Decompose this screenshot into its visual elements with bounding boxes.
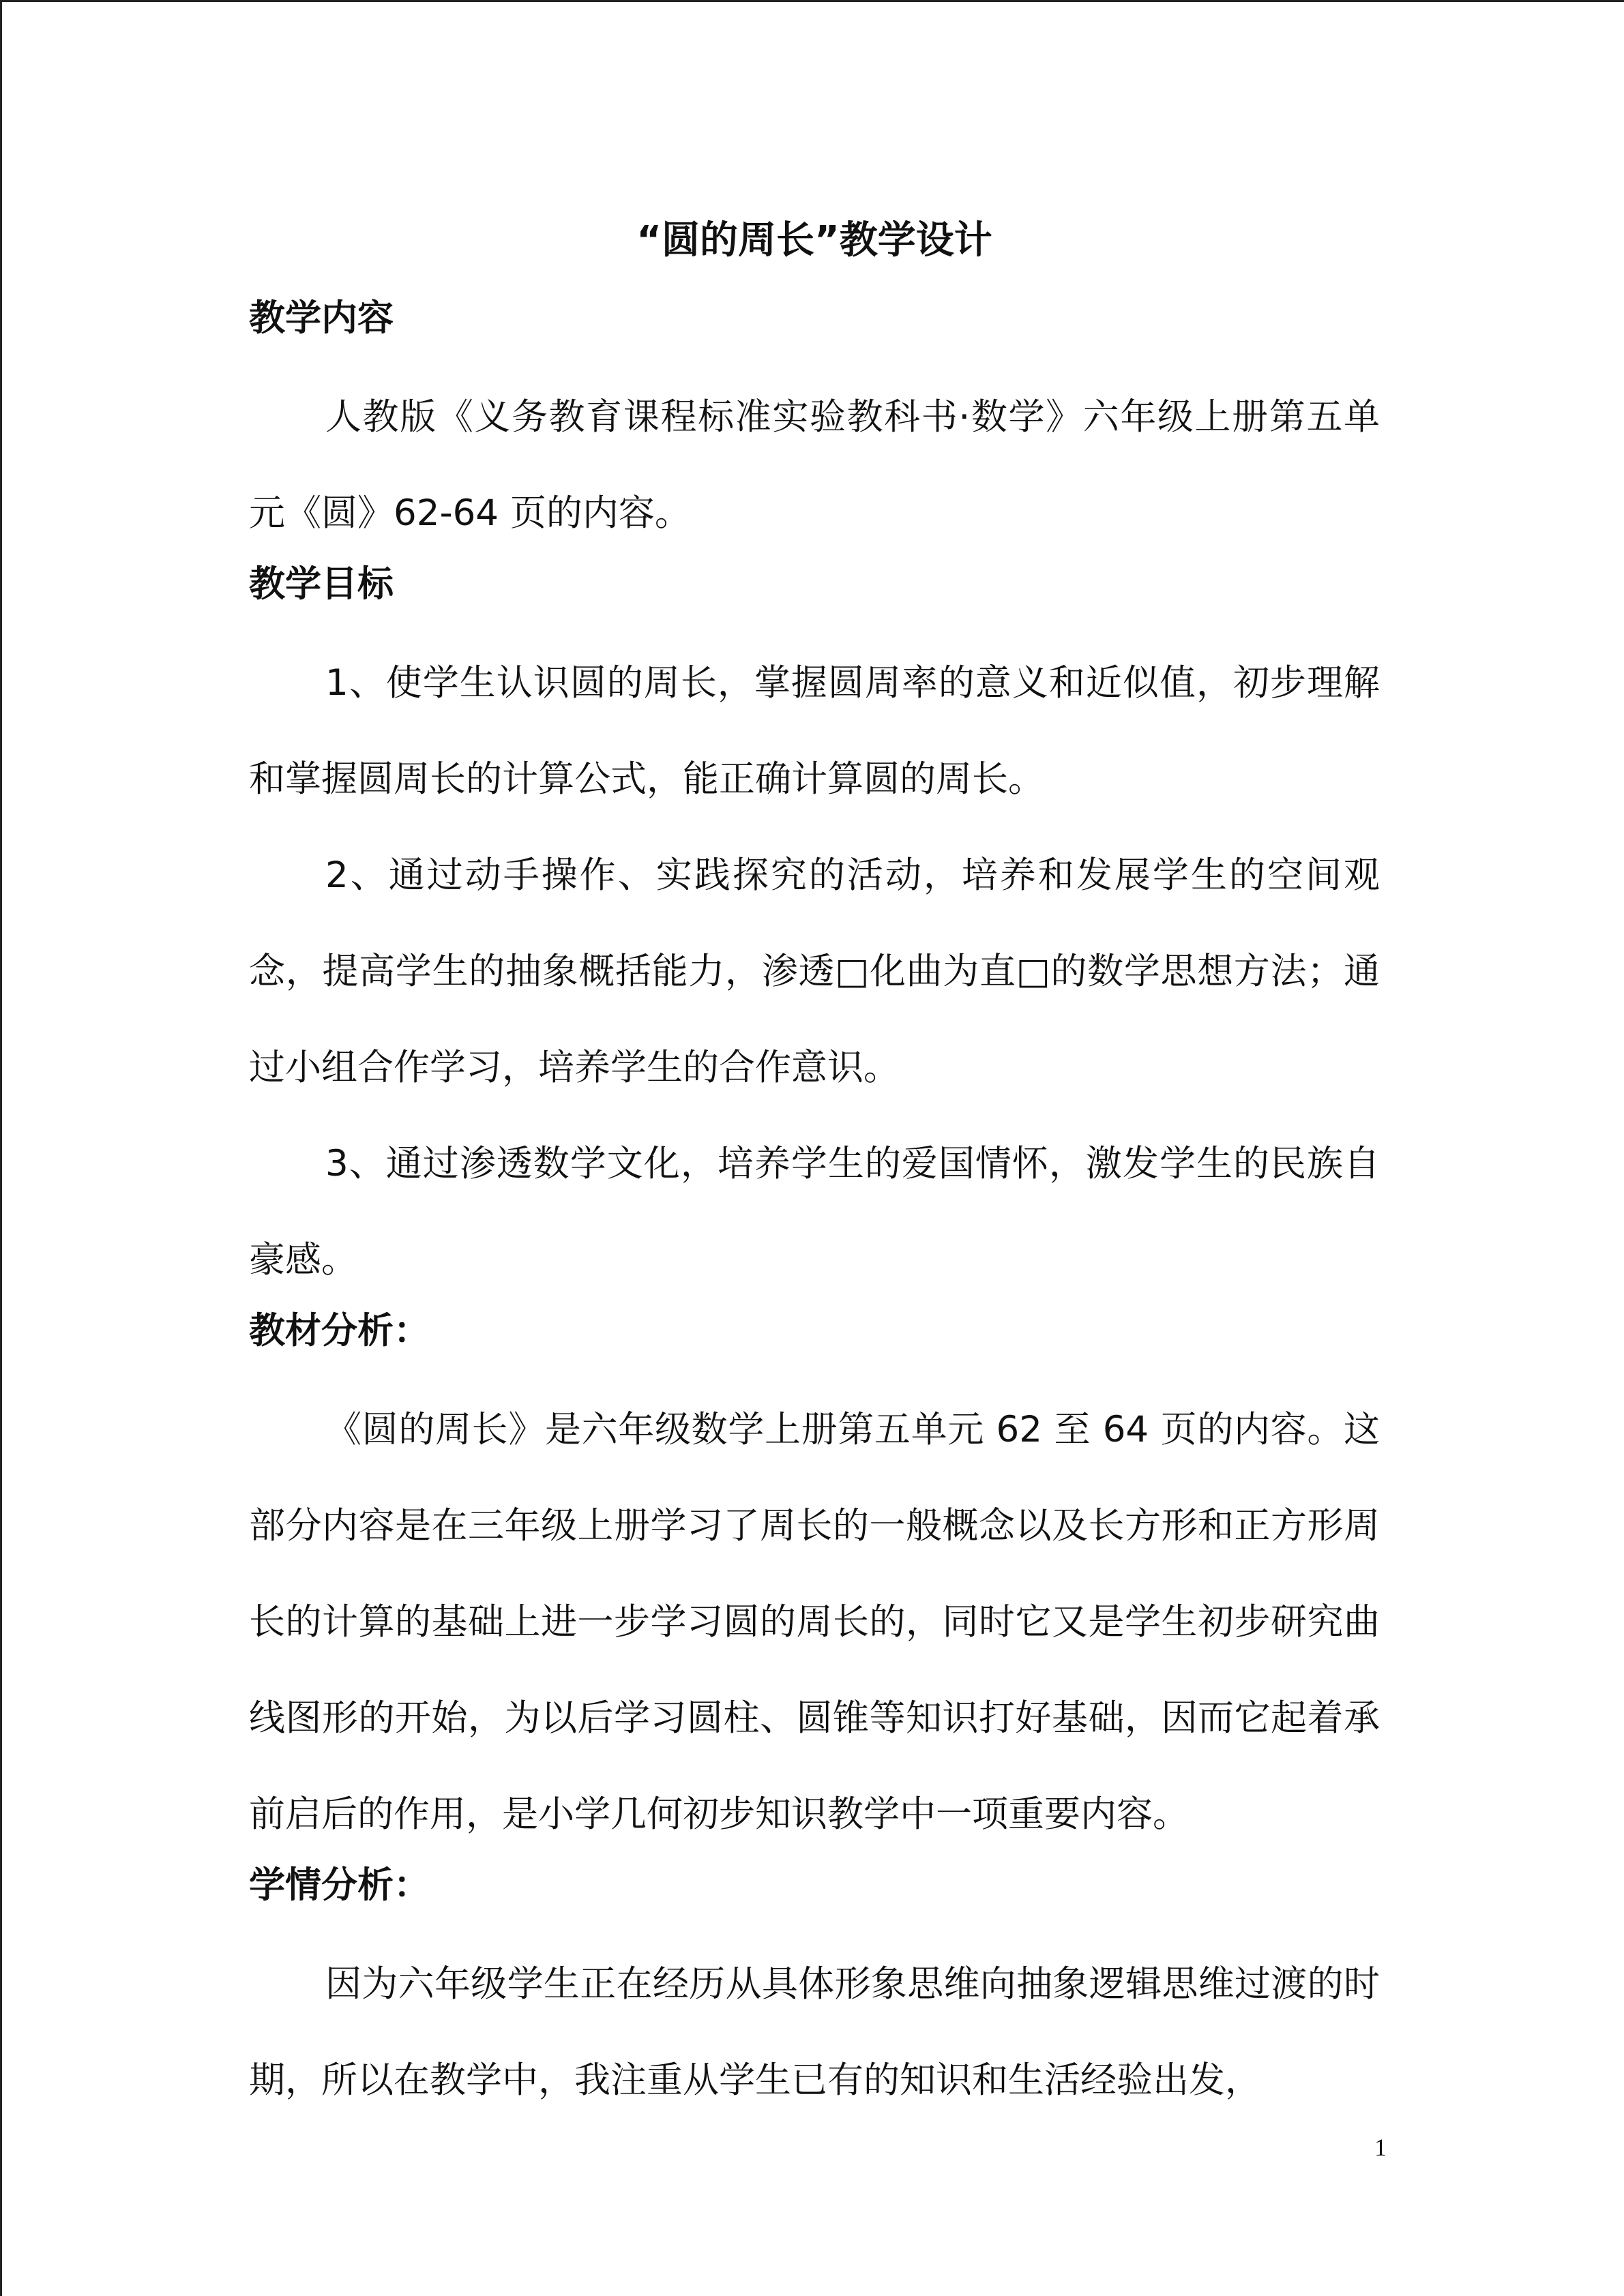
section-heading-content: 教学内容 <box>249 297 394 339</box>
section-heading-student-analysis: 学情分析： <box>249 1864 430 1906</box>
paragraph: 1、使学生认识圆的周长，掌握圆周率的意义和近似值，初步理解和掌握圆周长的计算公式，能正确计算圆的周长。 <box>249 662 1380 800</box>
paragraph: 《圆的周长》是六年级数学上册第五单元 62 至 64 页的内容。这部分内容是在三年级上册学习了周长的一般概念以及长方形和正方形周长的计算的基础上进一步学习圆的周长的，同时它又是学生初步研究曲线图形的开始，为以后学习圆柱、圆锥等知识打好基础，因而它起着承前启后的作用，是小学几何初步知识教学中一项重要内容。 <box>249 1409 1380 1835</box>
section-heading-objectives: 教学目标 <box>249 563 394 605</box>
paragraph: 2、通过动手操作、实践探究的活动，培养和发展学生的空间观念，提高学生的抽象概括能力，渗透□化曲为直□的数学思想方法；通过小组合作学习，培养学生的合作意识。 <box>249 854 1380 1088</box>
section-heading-material-analysis: 教材分析： <box>249 1310 430 1352</box>
paragraph: 人教版《义务教育课程标准实验教科书·数学》六年级上册第五单元《圆》62-64 页的内容。 <box>249 396 1380 534</box>
paragraph: 因为六年级学生正在经历从具体形象思维向抽象逻辑思维过渡的时期，所以在教学中，我注重从学生已有的知识和生活经验出发， <box>249 1963 1380 2101</box>
page-number: 1 <box>1374 2134 1387 2161</box>
paragraph: 3、通过渗透数学文化，培养学生的爱国情怀，激发学生的民族自豪感。 <box>249 1143 1380 1281</box>
document-body <box>249 213 1380 2128</box>
page-title: “圆的周长”教学设计 <box>636 218 992 263</box>
